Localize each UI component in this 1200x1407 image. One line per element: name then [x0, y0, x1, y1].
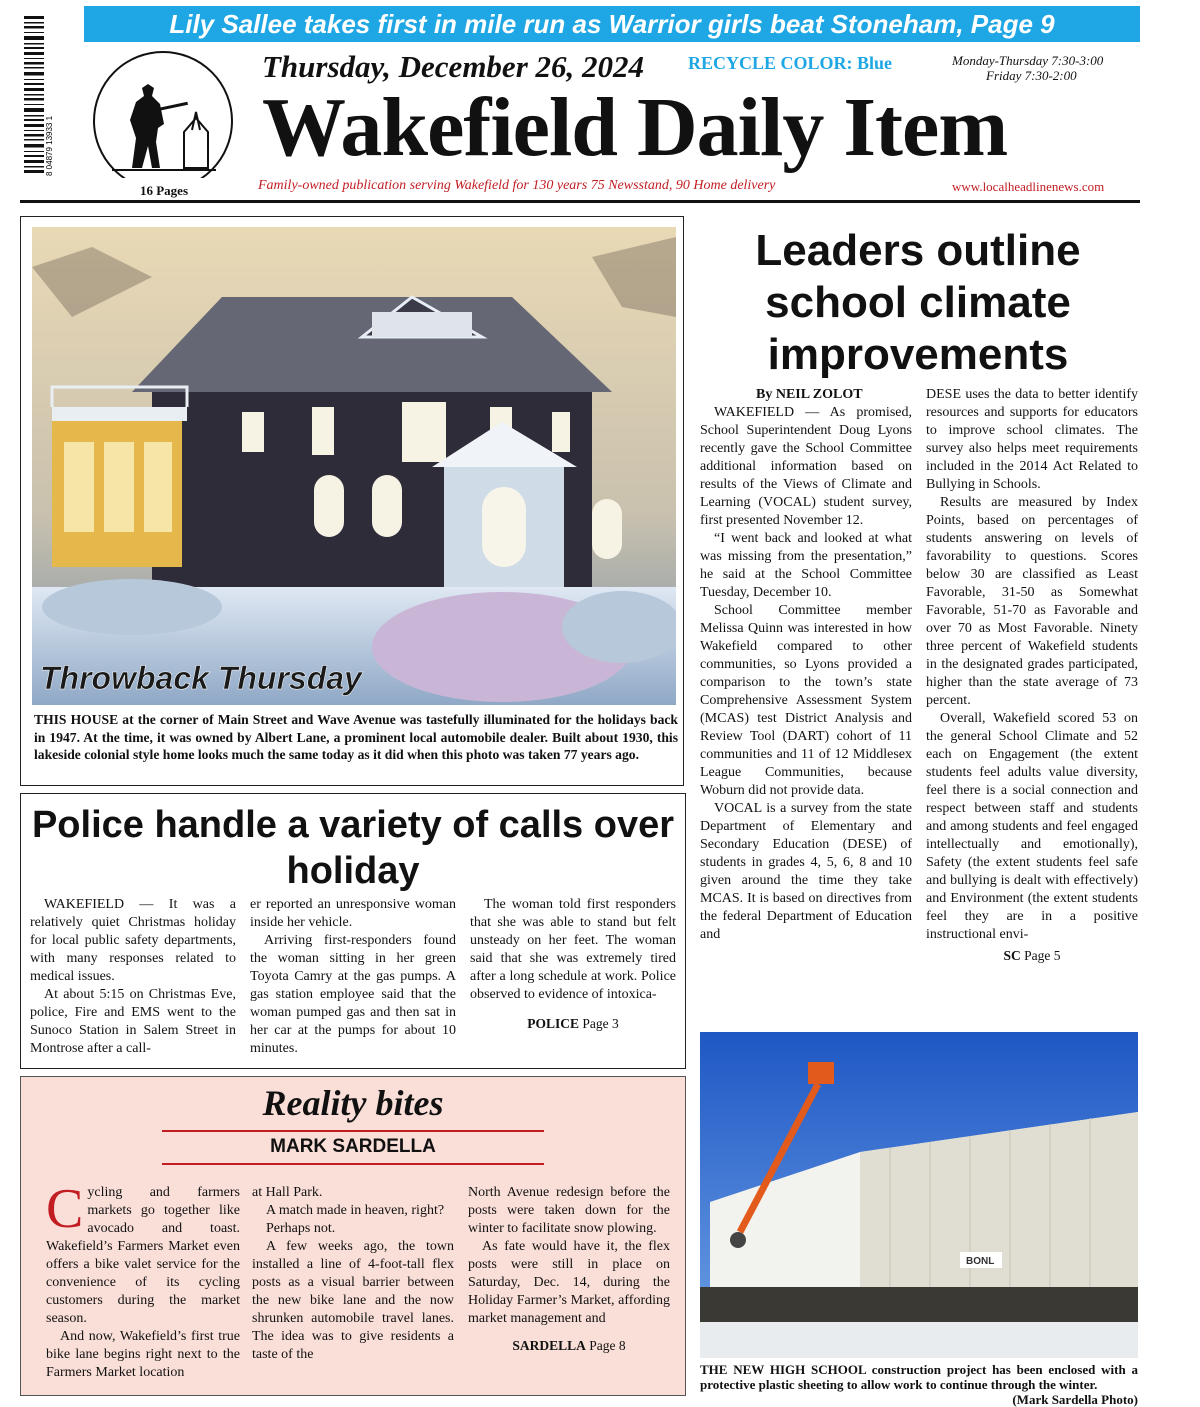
police-column-3 — [470, 896, 676, 1032]
school-paragraph: “I went back and looked at what was missing from the presentation,” he said at the School Committee Tuesday, December 10. — [700, 531, 912, 600]
tagline: Family-owned publication serving Wakefield for 130 years 75 Newsstand, 90 Home delivery — [258, 178, 776, 193]
column-paragraph: A match made in heaven, right? — [266, 1203, 445, 1218]
police-jump-page: Page 3 — [582, 1016, 619, 1031]
police-column-1 — [30, 896, 236, 1058]
column-jump-page: Page 8 — [589, 1338, 626, 1353]
photo-credit: (Mark Sardella Photo) — [1012, 1392, 1138, 1407]
column-rule-top — [162, 1130, 544, 1132]
office-hours-weekday: Monday-Thursday 7:30-3:00 — [952, 53, 1104, 68]
column-text-1 — [46, 1178, 240, 1382]
column-text-2 — [252, 1184, 454, 1364]
column-paragraph: As fate would have it, the flex posts were still in place on Saturday, Dec. 14, during the Holiday Farmer’s Market, affording market management and — [468, 1239, 670, 1326]
drop-cap: C — [46, 1178, 84, 1240]
page-count: 16 Pages — [139, 183, 189, 198]
column-paragraph: Perhaps not. — [266, 1221, 336, 1236]
school-paragraph: Results are measured by Index Points, based on percentages of students answering on levels of favorability to questions. Scores below 30 are classified as Least Favorable, 31-50 as Somewhat Favorable, 51-70 as Favorable and over 70 as Most Favorable. Ninety three percent of Wakefield students in the designated grades participated, higher than the state average of 73 percent. — [926, 495, 1138, 708]
column-author: MARK SARDELLA — [270, 1136, 436, 1157]
police-paragraph: WAKEFIELD — It was a relatively quiet Christmas holiday for local public safety departments, with many responses related to medical issues. — [30, 897, 236, 984]
school-jump-page: Page 5 — [1024, 948, 1061, 963]
police-column-2 — [250, 896, 456, 1058]
police-paragraph: er reported an unresponsive woman inside her vehicle. — [250, 897, 456, 930]
police-jump[interactable] — [470, 1016, 676, 1032]
school-byline: By NEIL ZOLOT — [756, 387, 863, 402]
column-text-3 — [468, 1184, 670, 1354]
column-paragraph: North Avenue redesign before the posts were taken down for the winter to facilitate snow plowing. — [468, 1185, 670, 1236]
barcode — [24, 12, 54, 180]
minuteman-logo — [92, 50, 234, 192]
construction-caption-text: THE NEW HIGH SCHOOL construction project has been enclosed with a protective plastic sheeting to allow work to continue through the winter. — [700, 1362, 1138, 1392]
column-paragraph: at Hall Park. — [252, 1185, 323, 1200]
high-school-construction-photo[interactable] — [700, 1032, 1138, 1358]
construction-sign: BONL — [966, 1256, 995, 1267]
police-jump-label: POLICE — [527, 1016, 579, 1031]
top-teaser-banner[interactable]: Lily Sallee takes first in mile run as Warrior girls beat Stoneham, Page 9 — [84, 6, 1140, 42]
school-column-2 — [926, 386, 1138, 964]
police-paragraph: At about 5:15 on Christmas Eve, police, Fire and EMS went to the Sunoco Station in Salem Street in Montrose after a call- — [30, 987, 236, 1056]
school-headline[interactable]: Leaders outline school climate improvements — [755, 226, 1081, 379]
issue-date: Thursday, December 26, 2024 — [262, 49, 645, 84]
school-column-1 — [700, 386, 912, 944]
column-rule-bottom — [162, 1163, 544, 1165]
school-jump[interactable] — [926, 948, 1138, 964]
construction-caption — [700, 1362, 1138, 1407]
school-paragraph: Overall, Wakefield scored 53 on the general School Climate and 52 each on Engagement (the extent students feel adults value diversity, feel there is a social connection and respect between staff and students and among students and feel engaged intellectually and emotionally), Safety (the extent students feel safe and bullying is dealt with effectively) and Environment (the extent students feel they are in a positive instructional envi- — [926, 711, 1138, 942]
school-paragraph: VOCAL is a survey from the state Department of Elementary and Secondary Education (DESE) of students in grades 4, 5, 6, 8 and 10 given around the time they take MCAS. It is based on directives from the federal Department of Education and — [700, 801, 912, 942]
barcode-number: 8 04879 13933 1 — [45, 115, 54, 176]
office-hours-friday: Friday 7:30-2:00 — [986, 68, 1077, 83]
masthead-rule — [20, 200, 1140, 203]
throwback-overlay-title: Throwback Thursday — [40, 660, 362, 696]
school-paragraph: School Committee member Melissa Quinn was interested in how Wakefield compared to other communities, so Lyons provided a comparison to the town’s state Comprehensive Assessment System (MCAS) test District Analysis and Review Tool (DART) cohort of 11 communities and 11 of 12 Middlesex League Communities, because Woburn did not provide data. — [700, 603, 912, 798]
recycle-color: RECYCLE COLOR: Blue — [688, 53, 893, 73]
column-paragraph: And now, Wakefield’s first true bike lane begins right next to the Farmers Market location — [46, 1329, 240, 1380]
school-paragraph: DESE uses the data to better identify resources and supports for educators to improve school climates. The survey also helps meet requirements included in the 2014 Act Related to Bullying in Schools. — [926, 387, 1138, 492]
police-paragraph: The woman told first responders that she was able to stand but felt unsteady on her feet. The woman said that she was extremely tired after a long schedule at work. Police observed to evidence of intoxica- — [470, 897, 676, 1002]
column-paragraph: A few weeks ago, the town installed a line of 4-foot-tall flex posts as a visual barrier between the new bike lane and the now shrunken automobile travel lanes. The idea was to give residents a taste of the — [252, 1239, 454, 1362]
column-title[interactable]: Reality bites — [262, 1083, 444, 1123]
column-paragraph: ycling and farmers markets go together like avocado and toast. Wakefield’s Farmers Market even offers a bike valet service for the convenience of its cycling customers during the market season. — [46, 1185, 240, 1326]
website-link[interactable]: www.localheadlinenews.com — [952, 179, 1105, 194]
school-jump-label: SC — [1003, 948, 1021, 963]
column-jump[interactable] — [468, 1338, 670, 1354]
throwback-house-photo[interactable] — [32, 227, 676, 705]
school-paragraph: WAKEFIELD — As promised, School Superintendent Doug Lyons recently gave the School Committee additional information based on results of the Views of Climate and Learning (VOCAL) student survey, first presented November 12. — [700, 405, 912, 528]
column-jump-label: SARDELLA — [512, 1338, 586, 1353]
throwback-caption: THIS HOUSE at the corner of Main Street and Wave Avenue was tastefully illuminated for the holidays back in 1947. At the time, it was owned by Albert Lane, a prominent local automobile dealer. Built about 1930, this lakeside colonial style home looks much the same today as it did when this photo was taken 77 years ago. — [34, 712, 678, 762]
newspaper-title: Wakefield Daily Item — [262, 81, 1008, 174]
police-headline[interactable]: Police handle a variety of calls over holiday — [31, 804, 675, 892]
police-paragraph: Arriving first-responders found the woman sitting in her green Toyota Camry at the gas pumps. A gas station employee said that the woman pumped gas and then sat in her car at the pumps for about 10 minutes. — [250, 933, 456, 1056]
